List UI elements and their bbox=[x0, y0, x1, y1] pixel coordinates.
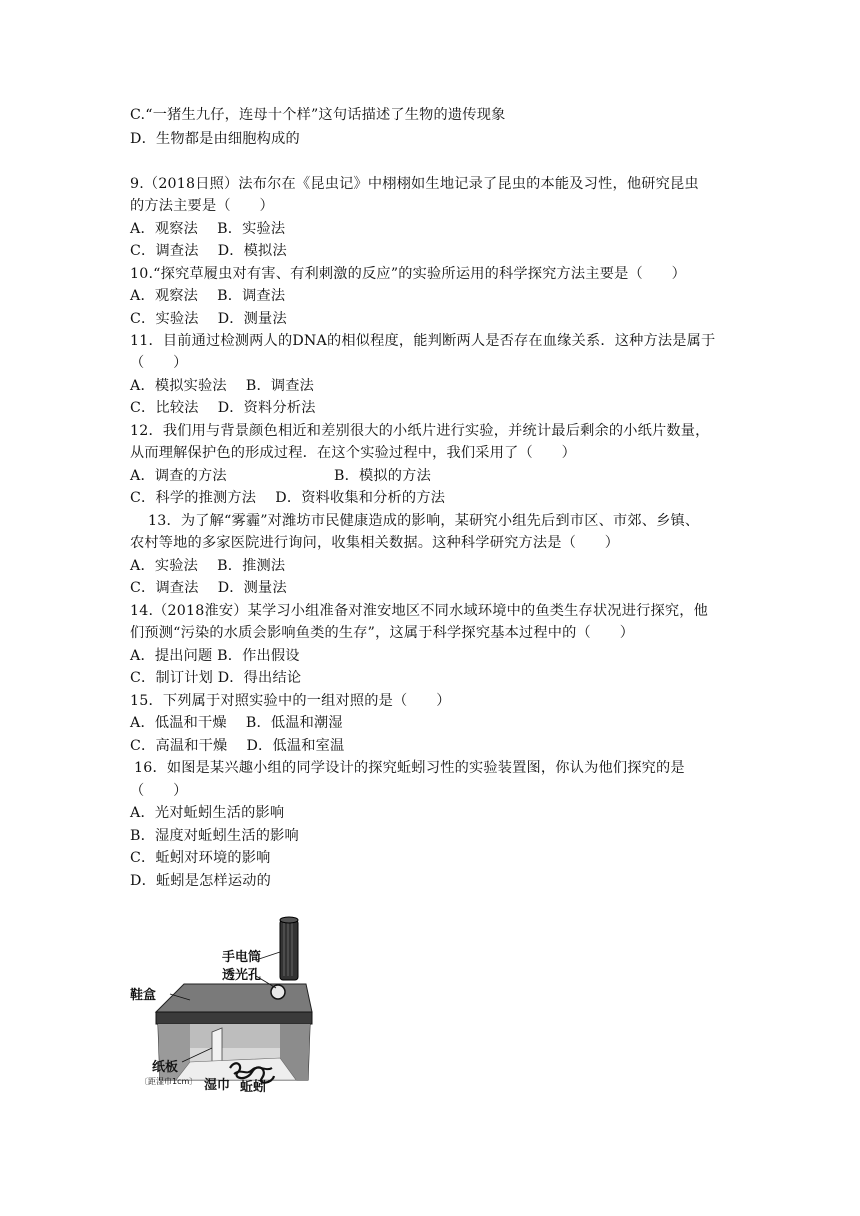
q13-stem-line1: 13．为了解“雾霾”对潍坊市民健康造成的影响，某研究小组先后到市区、市郊、乡镇、 bbox=[148, 513, 700, 529]
label-flashlight: 手电筒 bbox=[222, 950, 262, 965]
label-cardboard-note: 〔距湿巾1cm〕 bbox=[140, 1077, 198, 1086]
q9-options-ab: A．观察法 B．实验法 bbox=[130, 221, 286, 237]
q9-stem-line2: 的方法主要是（ ） bbox=[130, 198, 274, 214]
q12-stem-line2: 从而理解保护色的形成过程．在这个实验过程中，我们采用了（ ） bbox=[130, 445, 577, 461]
q10-stem: 10.“探究草履虫对有害、有利刺激的反应”的实验所运用的科学探究方法主要是（ ） bbox=[130, 266, 687, 282]
label-light-hole: 透光孔 bbox=[222, 968, 262, 983]
earthworm-experiment-figure bbox=[130, 912, 340, 1098]
q16-option-d: D．蚯蚓是怎样运动的 bbox=[130, 873, 272, 889]
q12-option-a: A．调查的方法 bbox=[130, 468, 227, 484]
q13-options-ab: A．实验法 B．推测法 bbox=[130, 558, 286, 574]
q10-options-ab: A．观察法 B．调查法 bbox=[130, 288, 286, 304]
q11-stem-line2: （ ） bbox=[130, 355, 188, 371]
q8-option-d: D．生物都是由细胞构成的 bbox=[130, 131, 300, 147]
q12-stem-line1: 12．我们用与背景颜色相近和差别很大的小纸片进行实验，并统计最后剩余的小纸片数量， bbox=[130, 423, 710, 439]
q9-options-cd: C．调查法 D．模拟法 bbox=[130, 243, 287, 259]
q10-options-cd: C．实验法 D．测量法 bbox=[130, 311, 287, 327]
label-earthworm: 蚯蚓 bbox=[240, 1080, 267, 1095]
label-cardboard: 纸板 bbox=[152, 1060, 179, 1075]
q13-options-cd: C．调查法 D．测量法 bbox=[130, 580, 287, 596]
q14-options-cd: C．制订计划 D．得出结论 bbox=[130, 670, 302, 686]
q14-stem-line2: 们预测“污染的水质会影响鱼类的生存”，这属于科学探究基本过程中的（ ） bbox=[130, 625, 635, 641]
q14-options-ab: A．提出问题 B．作出假设 bbox=[130, 648, 300, 664]
q16-option-c: C．蚯蚓对环境的影响 bbox=[130, 850, 271, 866]
q11-stem-line1: 11．目前通过检测两人的DNA的相似程度，能判断两人是否存在血缘关系．这种方法是属于 bbox=[130, 333, 716, 349]
q16-option-b: B．湿度对蚯蚓生活的影响 bbox=[130, 828, 299, 844]
q16-stem-line2: （ ） bbox=[130, 783, 188, 799]
q16-option-a: A．光对蚯蚓生活的影响 bbox=[130, 805, 285, 821]
q11-options-cd: C．比较法 D．资料分析法 bbox=[130, 400, 316, 416]
q15-stem: 15．下列属于对照实验中的一组对照的是（ ） bbox=[130, 693, 451, 709]
q9-stem-line1: 9.（2018日照）法布尔在《昆虫记》中栩栩如生地记录了昆虫的本能及习性，他研究昆虫 bbox=[130, 176, 699, 192]
q15-options-ab: A．低温和干燥 B．低温和潮湿 bbox=[130, 715, 343, 731]
q15-options-cd: C．高温和干燥 D．低温和室温 bbox=[130, 738, 345, 754]
label-wet-towel: 湿巾 bbox=[204, 1078, 231, 1093]
q11-options-ab: A．模拟实验法 B．调查法 bbox=[130, 378, 315, 394]
q13-stem-line2: 农村等地的多家医院进行询问，收集相关数据。这种科学研究方法是（ ） bbox=[130, 535, 620, 551]
q12-options-cd: C．科学的推测方法 D．资料收集和分析的方法 bbox=[130, 490, 446, 506]
q14-stem-line1: 14.（2018淮安）某学习小组准备对淮安地区不同水域环境中的鱼类生存状况进行探究，他 bbox=[130, 603, 709, 619]
q8-option-c: C.“一猪生九仔，连母十个样”这句话描述了生物的遗传现象 bbox=[130, 107, 506, 123]
label-shoebox: 鞋盒 bbox=[130, 988, 157, 1003]
q16-stem-line1: 16．如图是某兴趣小组的同学设计的探究蚯蚓习性的实验装置图，你认为他们探究的是 bbox=[134, 760, 685, 776]
q12-option-b: B．模拟的方法 bbox=[334, 468, 431, 484]
